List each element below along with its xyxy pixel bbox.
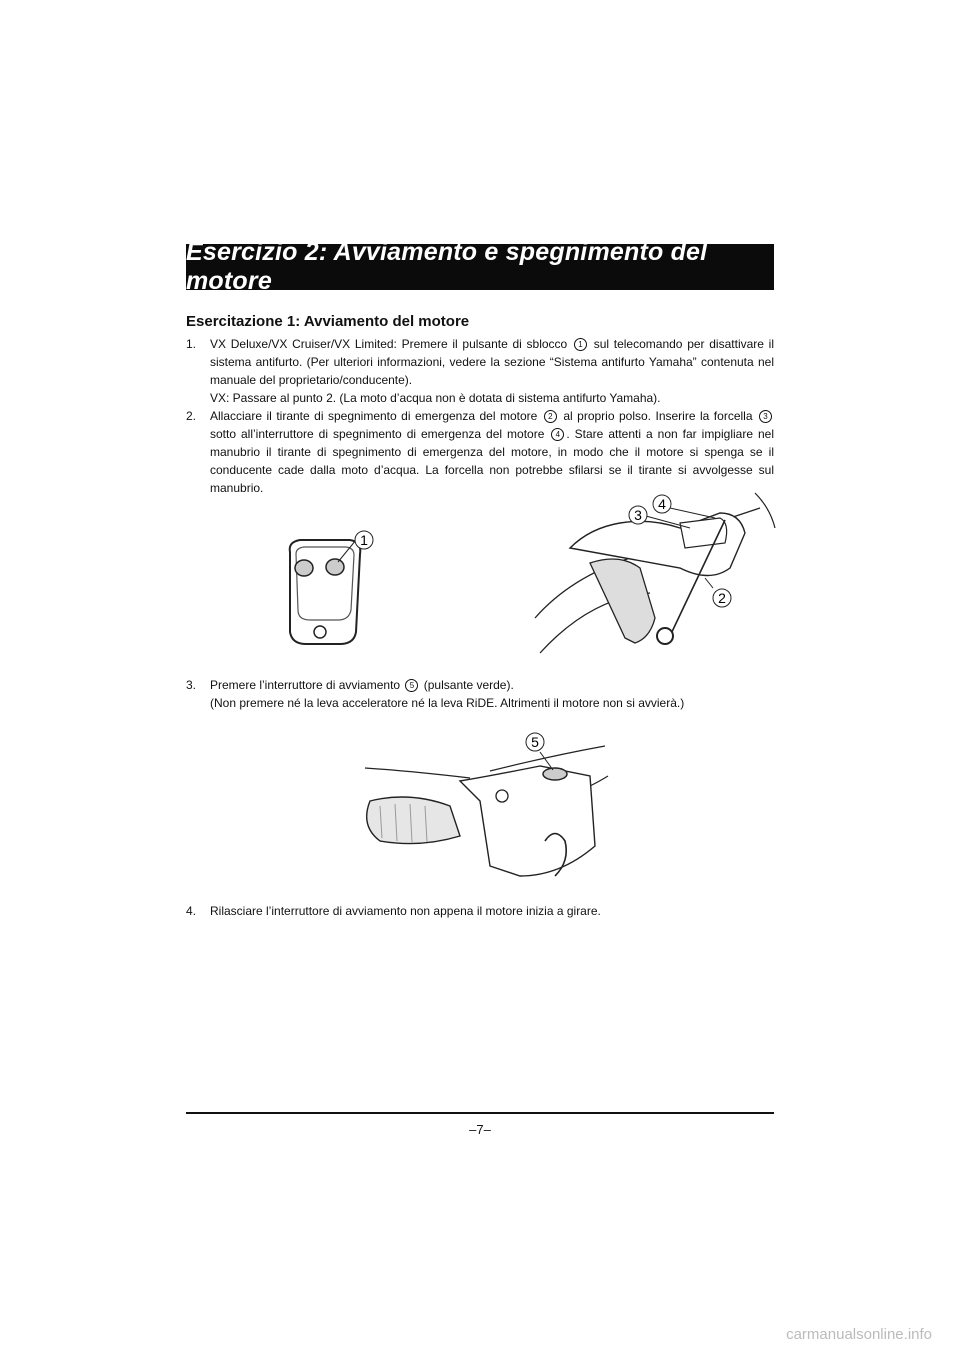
step-text: VX Deluxe/VX Cruiser/VX Limited: Premere il pulsante di sblocco 1 sul telecomando per disattivare il sistema antifurto. (Per ulteriori informazioni, vedere la sezione “Sistema antifurto Yamaha” contenuta nel manuale del proprietario/conducente). [210,337,774,387]
step-number: 1. [186,337,197,351]
callout-label: 1 [360,532,368,548]
step-number: 2. [186,409,197,423]
callout-number: 2 [544,410,557,423]
title-banner [186,238,774,295]
start-button-icon [543,768,567,780]
steps-block-3 [186,902,774,920]
start-switch-figure [350,726,610,891]
page-title: Esercizio 2: Avviamento e spegnimento del motore [186,238,708,295]
callout-number: 4 [551,428,564,441]
step-note: VX: Passare al punto 2. (La moto d’acqua non è dotata di sistema antifurto Yamaha). [210,391,661,405]
lock-button-icon [295,560,313,576]
handlebar-figure [530,488,780,663]
step-text: Allacciare il tirante di spegnimento di emergenza del motore 2 al proprio polso. Inserire la forcella 3 sotto all’interruttore di spegnimento di emergenza del motore 4 . Stare attenti a non far impigliare nel manubrio il tirante di spegnimento di emergenza del motore, in modo che il motore si spenga se il conducente cade dalla moto d’acqua. La forcella non potrebbe sfilarsi se il tirante si avvolgesse sul manubrio. [210,409,774,495]
unlock-button-icon [326,559,344,575]
step-2 [186,407,774,497]
callout-number: 3 [759,410,772,423]
step-1 [186,335,774,407]
footer-rule [186,1112,774,1114]
steps-block-2 [186,676,774,712]
callout-label: 3 [634,507,642,523]
step-note: (Non premere né la leva acceleratore né la leva RiDE. Altrimenti il motore non si avvierà.) [210,696,685,710]
step-number: 4. [186,904,197,918]
callout-number: 1 [574,338,587,351]
callout-number: 5 [405,679,418,692]
section-title: Esercitazione 1: Avviamento del motore [186,313,470,330]
callout-label: 2 [718,590,726,606]
step-number: 3. [186,678,197,692]
callout-label: 5 [531,734,539,750]
page-number: –7– [469,1122,491,1137]
callout-label: 4 [658,496,666,512]
step-3 [186,676,774,712]
step-text: Premere l’interruttore di avviamento 5 (pulsante verde). [210,678,514,692]
steps-block-1 [186,335,774,497]
remote-figure [268,522,378,652]
step-text: Rilasciare l’interruttore di avviamento non appena il motore inizia a girare. [210,904,601,918]
step-4 [186,902,774,920]
watermark: carmanualsonline.info [786,1326,932,1343]
